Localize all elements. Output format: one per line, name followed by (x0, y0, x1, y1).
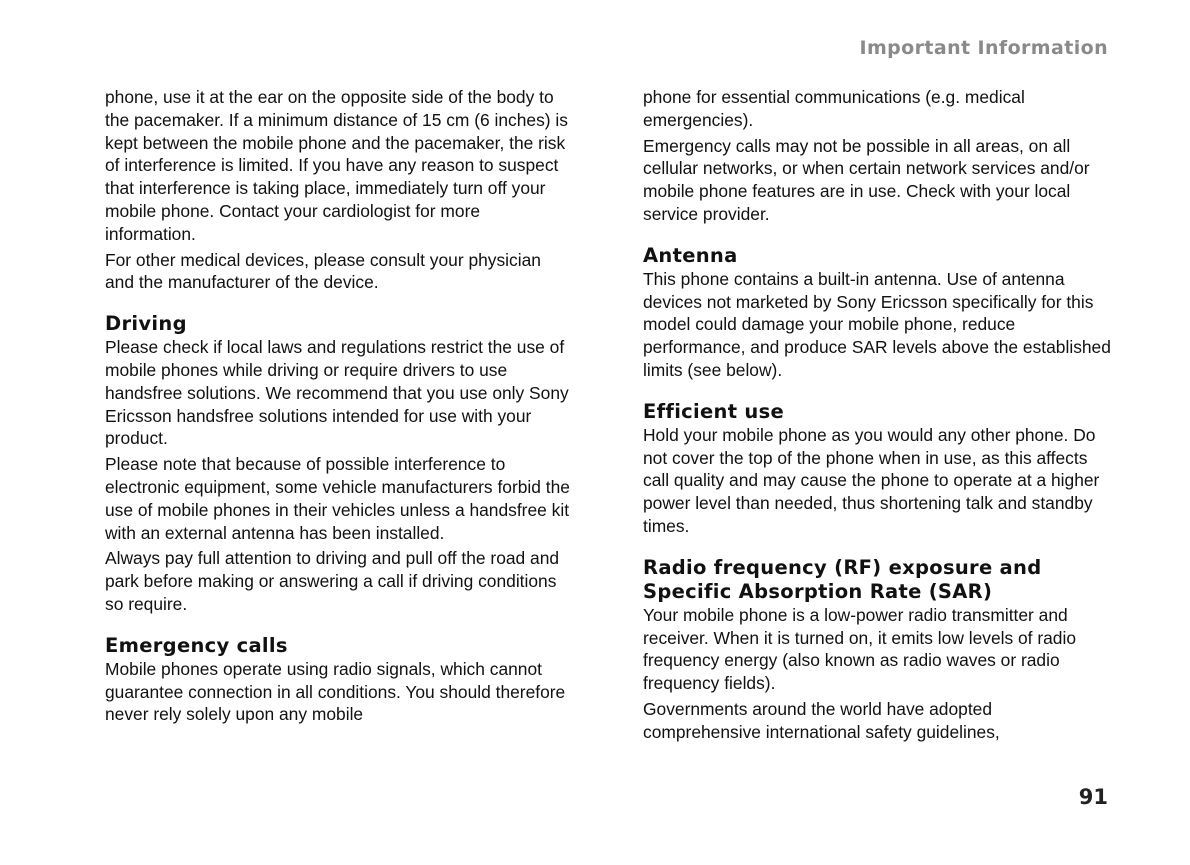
body-paragraph: For other medical devices, please consult your physician and the manufacturer of the device. (105, 249, 541, 293)
body-paragraph: phone for essential communications (e.g. medical emergencies). (643, 87, 1025, 130)
body-paragraph: Mobile phones operate using radio signals, which cannot guarantee connection in all conditions. You should therefore never rely solely upon any mobile (105, 658, 566, 725)
section-heading-emergency-calls: Emergency calls (105, 633, 288, 657)
body-paragraph: Governments around the world have adopted comprehensive international safety guidelines, (643, 698, 1000, 742)
body-paragraph: Please note that because of possible interference to electronic equipment, some vehicle manufacturers forbid the use of mobile phones in their vehicles unless a handsfree kit with an external antenna has been installed. (105, 454, 570, 543)
body-paragraph: This phone contains a built-in antenna. Use of antenna devices not marketed by Sony Ericsson specifically for this model could damage your mobile phone, reduce performance, and produce SAR levels above the established limits (see below). (643, 268, 1111, 380)
section-heading-rf-exposure: Radio frequency (RF) exposure and Specific Absorption Rate (SAR) (643, 555, 1042, 603)
section-heading-efficient-use: Efficient use (643, 399, 785, 423)
left-column (105, 86, 573, 729)
body-paragraph: Hold your mobile phone as you would any other phone. Do not cover the top of the phone when in use, as this affects call quality and may cause the phone to operate at a higher power level than needed, thus shortening talk and standby times. (643, 424, 1100, 536)
body-paragraph: Your mobile phone is a low-power radio transmitter and receiver. When it is turned on, it emits low levels of radio frequency energy (also known as radio waves or radio frequency fields). (643, 604, 1077, 694)
page-number: 91 (1078, 785, 1108, 809)
body-paragraph: Always pay full attention to driving and pull off the road and park before making or answering a call if driving conditions so require. (105, 548, 560, 614)
running-header-title: Important Information (859, 37, 1108, 59)
body-paragraph: Please check if local laws and regulations restrict the use of mobile phones while driving or require drivers to use handsfree solutions. We recommend that you use only Sony Ericsson handsfree solutions intended for use with your product. (105, 337, 569, 449)
body-paragraph: Emergency calls may not be possible in all areas, on all cellular networks, or when certain network services and/or mobile phone features are in use. Check with your local service provider. (643, 135, 1090, 224)
section-heading-antenna: Antenna (643, 243, 738, 267)
body-paragraph: phone, use it at the ear on the opposite side of the body to the pacemaker. If a minimum distance of 15 cm (6 inches) is kept between the mobile phone and the pacemaker, the risk of interference is limited. If you have any reason to suspect that interference is taking place, immediately turn off your mobile phone. Contact your cardiologist for more information. (105, 87, 568, 244)
right-column (643, 86, 1111, 747)
section-heading-driving: Driving (105, 312, 187, 336)
